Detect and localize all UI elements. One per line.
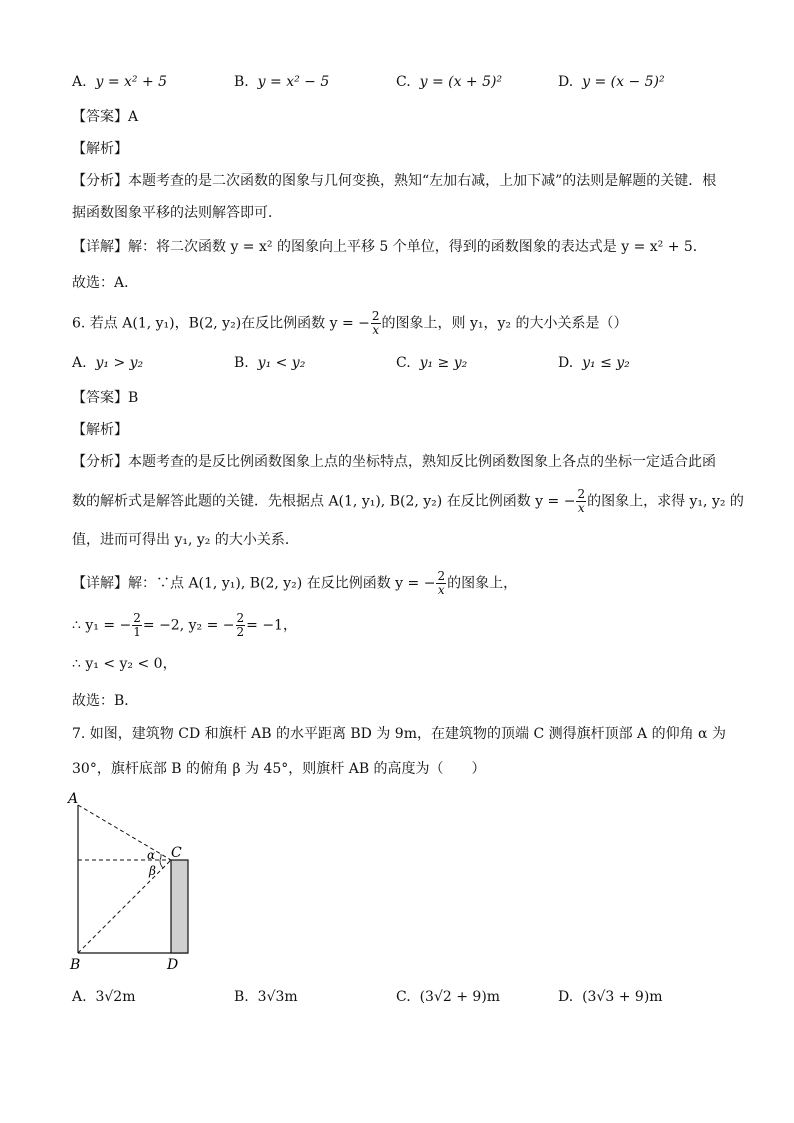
q6-fenxi-3: 值，进而可得出 y₁, y₂ 的大小关系．: [72, 532, 299, 548]
q5-analysis-tag: 【解析】: [72, 141, 128, 157]
q7-option-a: A. 3√2m: [72, 989, 136, 1005]
q6-fenxi-1: 【分析】本题考查的是反比例函数图象上点的坐标特点，熟知反比例函数图象上各点的坐标一定适合此函: [72, 454, 716, 470]
q7-figure: [60, 785, 210, 980]
fraction: $\frac{2}{1}$: [133, 611, 141, 639]
q6-choose: 故选：B．: [72, 693, 139, 709]
q5-fenxi-2: 据函数图象平移的法则解答即可．: [72, 205, 282, 221]
q6-answer: 【答案】B: [72, 390, 139, 406]
q7-option-b: B. 3√3m: [234, 989, 298, 1005]
fraction: $\frac{2}{x}$: [371, 309, 380, 337]
q6-detail-1: 【详解】解：∵点 A(1, y₁), B(2, y₂) 在反比例函数 y = − $\frac{2}{x}$ 的图象上，: [72, 569, 518, 597]
fraction: $\frac{2}{2}$: [236, 611, 245, 639]
q7-stem-2: 30°，旗杆底部 B 的俯角 β 为 45°，则旗杆 AB 的高度为（ ）: [72, 761, 486, 777]
fraction: $\frac{2}{x}$: [437, 569, 446, 597]
q5-answer: 【答案】A: [72, 109, 139, 125]
q6-option-c: C. y₁ ≥ y₂: [396, 355, 468, 371]
q6-fenxi-2: 数的解析式是解答此题的关键．先根据点 A(1, y₁), B(2, y₂) 在反比例函数 y = − $\frac{2}{x}$ 的图象上，求得 y₁, y₂ 的: [72, 487, 744, 515]
q5-fenxi: 【分析】本题考查的是二次函数的图象与几何变换，熟知“左加右减，上加下减”的法则是解题的关键．根: [72, 173, 717, 189]
label-b: B: [70, 957, 81, 973]
label-c: C: [171, 845, 182, 861]
q5-option-b: B. y = x² − 5: [234, 74, 330, 90]
fraction: $\frac{2}{x}$: [577, 487, 586, 515]
label-a: A: [68, 791, 79, 807]
q6-detail-2: ∴ y₁ = − $\frac{2}{1}$ = −2, y₂ = − $\frac{2}{2}$ = −1，: [72, 611, 297, 639]
q5-option-d: D. y = (x − 5)²: [558, 74, 665, 90]
label-d: D: [167, 957, 179, 973]
q7-option-c: C. (3√2 + 9)m: [396, 989, 501, 1005]
q7-stem-1: 7. 如图，建筑物 CD 和旗杆 AB 的水平距离 BD 为 9m，在建筑物的顶端 C 测得旗杆顶部 A 的仰角 α 为: [72, 726, 726, 742]
q5-option-a: A. y = x² + 5: [72, 74, 168, 90]
label-alpha: α: [147, 848, 156, 862]
q7-option-d: D. (3√3 + 9)m: [558, 989, 663, 1005]
q6-option-b: B. y₁ < y₂: [234, 355, 306, 371]
q6-analysis-tag: 【解析】: [72, 422, 128, 438]
q6-option-d: D. y₁ ≤ y₂: [558, 355, 630, 371]
q5-choose: 故选：A．: [72, 275, 139, 291]
q5-detail: 【详解】解：将二次函数 y = x² 的图象向上平移 5 个单位，得到的函数图象的表达式是 y = x² + 5．: [72, 239, 707, 255]
q5-option-c: C. y = (x + 5)²: [396, 74, 503, 90]
q6-detail-3: ∴ y₁ < y₂ < 0，: [72, 656, 177, 672]
q6-stem: 6. 若点 A(1, y₁)，B(2, y₂)在反比例函数 y = − $\frac{2}{x}$ 的图象上，则 y₁，y₂ 的大小关系是（）: [72, 309, 628, 337]
label-beta: β: [149, 864, 156, 878]
q6-option-a: A. y₁ > y₂: [72, 355, 144, 371]
